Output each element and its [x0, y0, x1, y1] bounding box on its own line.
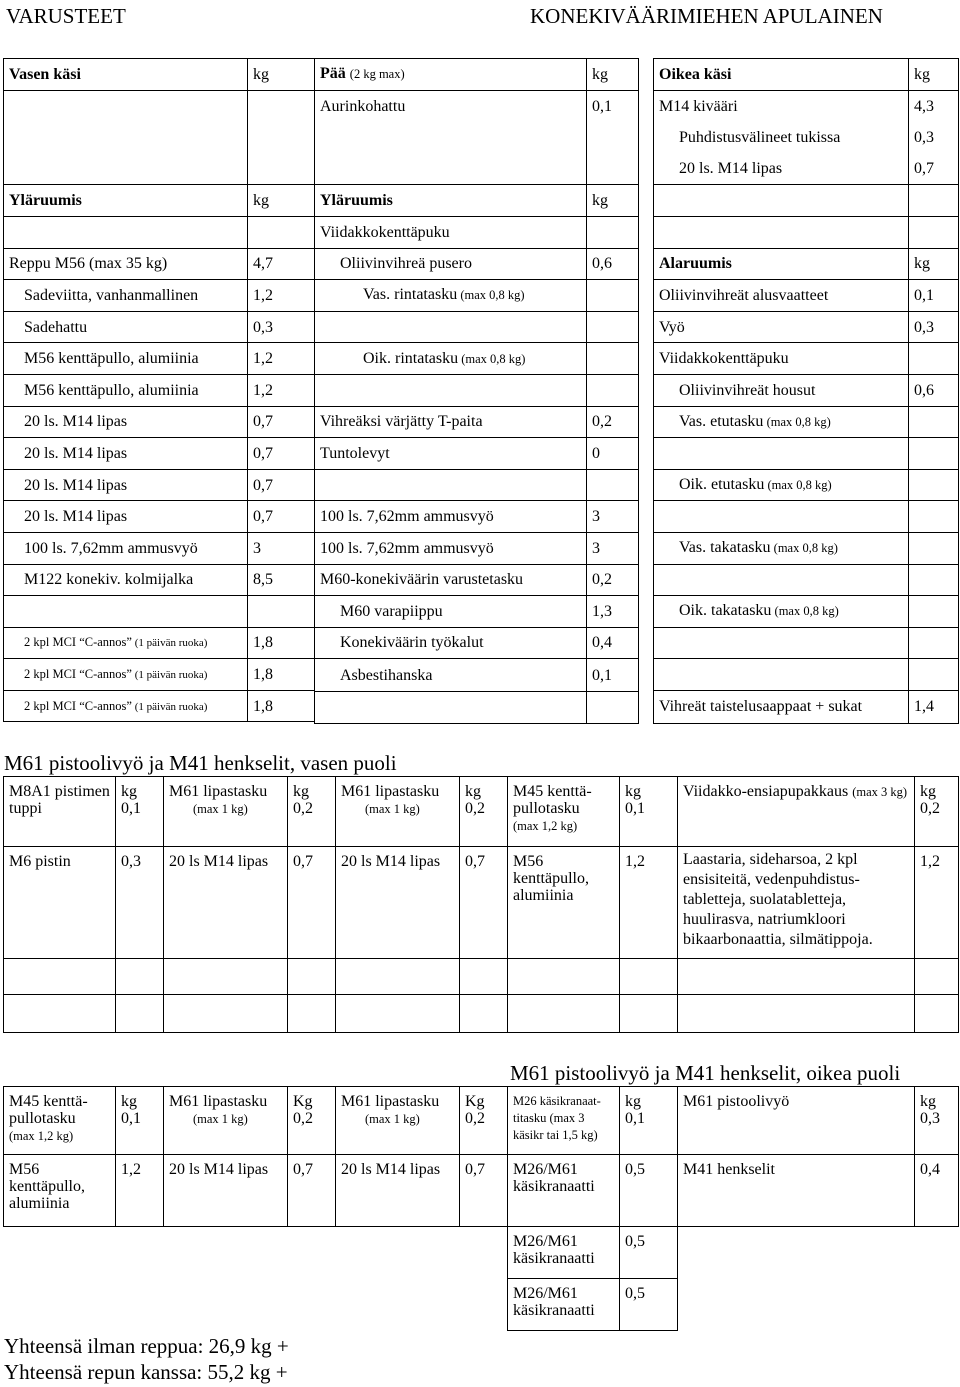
item-kg: 0,4: [587, 627, 639, 659]
item-kg: 8,5: [248, 564, 315, 596]
magazine-pouch-label: M61 lipastasku: [169, 1093, 268, 1110]
item-label: Oik. takatasku (max 0,8 kg): [654, 596, 909, 628]
item-kg: 1,8: [248, 690, 315, 722]
item-label: Reppu M56 (max 35 kg): [4, 248, 248, 280]
item-label: [315, 692, 587, 724]
section-heading: Vasen käsi: [4, 59, 248, 91]
kg-value: kg 0,1: [620, 777, 678, 847]
item-kg: 0,2: [587, 564, 639, 596]
item-kg: 4,7: [248, 248, 315, 280]
item-kg: 0,3: [909, 122, 959, 154]
item-label: [315, 374, 587, 406]
item-label: M122 konekiv. kolmijalka: [4, 564, 248, 596]
item-kg: 0,7: [248, 438, 315, 470]
item-label: Vihreät taistelusaappaat + sukat: [654, 690, 909, 723]
bayonet-scabbard-label: M8A1 pistimen tuppi: [4, 777, 116, 847]
item-label: 20 ls. M14 lipas: [4, 406, 248, 438]
magazine-pouch-label: M61 lipastasku: [341, 1093, 440, 1110]
magazine-label: 20 ls M14 lipas: [164, 847, 288, 959]
section-left-title: M61 pistoolivyö ja M41 henkselit, vasen puoli: [4, 751, 397, 775]
magazine-pouch-label: M61 lipastasku: [341, 783, 440, 800]
item-kg: 0,6: [909, 374, 959, 406]
item-kg: kg: [909, 248, 959, 280]
item-kg: 3: [248, 532, 315, 564]
page-title-right: KONEKIVÄÄRIMIEHEN APULAINEN: [530, 4, 883, 28]
item-label: 100 ls. 7,62mm ammusvyö: [4, 532, 248, 564]
item-label: M60-konekiväärin varustetasku: [315, 564, 587, 596]
item-kg: 0,2: [587, 406, 639, 438]
item-label: Viidakkokenttäpuku: [654, 343, 909, 375]
first-aid-contents: Laastaria, sideharsoa, 2 kpl ensisiteitä, vedenpuhdistus-tabletteja, suolatabletteja, huulirasva, natriumkloori bikaarbonaattia, silmätippoja.: [678, 847, 915, 959]
grenade-label: M26/M61 käsikranaatti: [508, 1155, 620, 1227]
item-label: [4, 153, 248, 185]
item-kg: [909, 532, 959, 564]
item-kg: [909, 501, 959, 533]
item-label: M14 kivääri: [654, 90, 909, 122]
item-kg: 0,1: [587, 90, 639, 122]
item-kg: 1,4: [909, 690, 959, 723]
suspenders-label: M41 henkselit: [678, 1155, 915, 1227]
item-label: Viidakkokenttäpuku: [315, 216, 587, 248]
canteen-pouch-label: M45 kenttä-pullotasku: [513, 783, 592, 817]
section-right-title: M61 pistoolivyö ja M41 henkselit, oikea puoli: [510, 1061, 901, 1085]
section-heading: Yläruumis: [4, 185, 248, 217]
item-label: 20 ls. M14 lipas: [4, 501, 248, 533]
item-kg: [909, 564, 959, 596]
item-label: M56 kenttäpullo, alumiinia: [4, 374, 248, 406]
item-label: [654, 564, 909, 596]
item-kg: [248, 90, 315, 122]
kg-value: Kg 0,2: [460, 1087, 508, 1155]
item-kg: 1,2: [248, 374, 315, 406]
item-kg: kg: [909, 59, 959, 91]
canteen-label: M56 kenttäpullo, alumiinia: [4, 1155, 116, 1227]
kg-value: kg 0,1: [116, 777, 164, 847]
item-label: M56 kenttäpullo, alumiinia: [4, 343, 248, 375]
item-kg: [248, 596, 315, 628]
item-kg: 1,3: [587, 596, 639, 628]
grenade-label: M26/M61 käsikranaatti: [508, 1227, 620, 1279]
item-kg: [909, 659, 959, 691]
item-kg: [909, 596, 959, 628]
item-kg: 1,8: [248, 659, 315, 691]
item-label: [315, 311, 587, 343]
first-aid-label: Viidakko-ensiapupakkaus: [683, 783, 849, 800]
canteen-pouch-label: M45 kenttä-pullotasku: [9, 1093, 88, 1127]
total-with-pack: Yhteensä repun kanssa: 55,2 kg +: [4, 1360, 288, 1384]
item-kg: 0,7: [248, 469, 315, 501]
page-title-left: VARUSTEET: [6, 4, 126, 28]
item-label: [4, 90, 248, 122]
item-kg: 3: [587, 501, 639, 533]
item-label: Aurinkohattu: [315, 90, 587, 122]
item-label: [654, 627, 909, 659]
item-kg: kg: [248, 59, 315, 91]
item-kg: kg: [587, 185, 639, 217]
item-label: [315, 153, 587, 185]
section-heading: Oikea käsi: [654, 59, 909, 91]
item-label: 100 ls. 7,62mm ammusvyö: [315, 532, 587, 564]
item-kg: [587, 374, 639, 406]
section-heading: Alaruumis: [654, 248, 909, 280]
section-heading: Yläruumis: [315, 185, 587, 217]
item-label: Oliivinvihreä pusero: [315, 248, 587, 280]
magazine-label: 20 ls M14 lipas: [336, 1155, 460, 1227]
item-kg: 3: [587, 532, 639, 564]
item-label: Konekiväärin työkalut: [315, 627, 587, 659]
head-body-table: [314, 58, 639, 724]
item-kg: kg: [248, 185, 315, 217]
item-kg: 0,6: [587, 248, 639, 280]
item-kg: [909, 185, 959, 217]
item-label: 100 ls. 7,62mm ammusvyö: [315, 501, 587, 533]
item-label: Oliivinvihreät alusvaatteet: [654, 280, 909, 312]
ration-label: 2 kpl MCI “C-annos” (1 päivän ruoka): [4, 627, 248, 659]
item-kg: 0,3: [248, 311, 315, 343]
kg-value: kg 0,2: [288, 777, 336, 847]
magazine-pouch-label: M61 lipastasku: [169, 783, 268, 800]
kg-value: Kg 0,2: [288, 1087, 336, 1155]
belt-left-table: M8A1 pistimen tuppi kg 0,1 M61 lipastasku (max 1 kg) kg 0,2 M61 lipastasku (max 1 kg) kg 0,2 M45 kenttä-pullotasku (max 1,2 kg) kg 0,1 Viidakko-ensiapupakkaus (max 3 kg) kg 0,2 M6 pistin 0,3 20 ls M14 lipas 0,7 20 ls M14 lipas 0,7 M56 kenttäpullo, alumiinia 1,2 Laastaria, sideharsoa, 2 kpl ensisiteitä, vedenpuhdistus-tabletteja, suolatabletteja, huulirasva, natriumkloori bikaarbonaattia, silmätippoja. 1,2: [3, 776, 959, 1033]
ration-label: 2 kpl MCI “C-annos” (1 päivän ruoka): [4, 659, 248, 691]
item-kg: [909, 627, 959, 659]
item-kg: 1,2: [248, 343, 315, 375]
item-label: [4, 596, 248, 628]
item-label: Oik. etutasku (max 0,8 kg): [654, 469, 909, 501]
item-label: Sadeviitta, vanhanmallinen: [4, 280, 248, 312]
item-label: Vyö: [654, 311, 909, 343]
left-hand-table: [3, 58, 315, 722]
item-kg: [587, 153, 639, 185]
canteen-label: M56 kenttäpullo, alumiinia: [508, 847, 620, 959]
item-kg: 0,1: [909, 280, 959, 312]
item-kg: [248, 153, 315, 185]
item-kg: [587, 280, 639, 312]
grenade-label: M26/M61 käsikranaatti: [508, 1279, 620, 1331]
item-label: Puhdistusvälineet tukissa: [654, 122, 909, 154]
item-kg: [248, 216, 315, 248]
item-label: Sadehattu: [4, 311, 248, 343]
item-kg: [909, 469, 959, 501]
right-hand-table: [653, 58, 959, 724]
item-kg: [909, 406, 959, 438]
item-label: [4, 216, 248, 248]
item-label: Vas. rintatasku (max 0,8 kg): [315, 280, 587, 312]
item-label: Vihreäksi värjätty T-paita: [315, 406, 587, 438]
item-label: Asbestihanska: [315, 659, 587, 692]
item-label: [654, 216, 909, 248]
kg-value: kg 0,1: [116, 1087, 164, 1155]
item-label: [654, 185, 909, 217]
grenade-pouch-label: M26 käsikranaat-titasku (max 3 käsikr tai 1,5 kg): [508, 1087, 620, 1155]
item-label: [654, 501, 909, 533]
item-kg: [587, 311, 639, 343]
magazine-label: 20 ls M14 lipas: [164, 1155, 288, 1227]
item-label: 20 ls. M14 lipas: [4, 469, 248, 501]
item-kg: [587, 469, 639, 501]
item-kg: 4,3: [909, 90, 959, 122]
item-label: Oliivinvihreät housut: [654, 374, 909, 406]
item-kg: 0: [587, 438, 639, 470]
item-kg: kg: [587, 59, 639, 91]
item-kg: [909, 343, 959, 375]
section-heading: Pää (2 kg max): [315, 59, 587, 91]
item-kg: 0,7: [909, 153, 959, 185]
magazine-label: 20 ls M14 lipas: [336, 847, 460, 959]
item-label: Vas. etutasku (max 0,8 kg): [654, 406, 909, 438]
item-label: [315, 469, 587, 501]
item-label: Tuntolevyt: [315, 438, 587, 470]
item-label: [654, 659, 909, 691]
item-label: 20 ls. M14 lipas: [654, 153, 909, 185]
kg-value: kg 0,2: [915, 777, 959, 847]
item-kg: [587, 216, 639, 248]
item-kg: 1,8: [248, 627, 315, 659]
item-label: [315, 122, 587, 154]
item-kg: [587, 343, 639, 375]
ration-label: 2 kpl MCI “C-annos” (1 päivän ruoka): [4, 690, 248, 722]
item-label: Vas. takatasku (max 0,8 kg): [654, 532, 909, 564]
kg-value: kg 0,1: [620, 1087, 678, 1155]
item-kg: [587, 692, 639, 724]
item-label: M60 varapiippu: [315, 596, 587, 628]
item-label: [4, 122, 248, 154]
item-kg: 0,1: [587, 659, 639, 692]
total-without-pack: Yhteensä ilman reppua: 26,9 kg +: [4, 1334, 289, 1358]
item-kg: 0,3: [909, 311, 959, 343]
item-kg: [587, 122, 639, 154]
item-label: [654, 438, 909, 470]
item-kg: 0,7: [248, 406, 315, 438]
item-kg: [909, 216, 959, 248]
item-label: 20 ls. M14 lipas: [4, 438, 248, 470]
item-kg: 0,7: [248, 501, 315, 533]
item-kg: [248, 122, 315, 154]
item-kg: 1,2: [248, 280, 315, 312]
belt-right-table: M45 kenttä-pullotasku (max 1,2 kg) kg 0,1 M61 lipastasku (max 1 kg) Kg 0,2 M61 lipastasku (max 1 kg) Kg 0,2 M26 käsikranaat-titasku (max 3 käsikr tai 1,5 kg) kg 0,1 M61 pistoolivyö kg 0,3 M56 kenttäpullo, alumiinia 1,2 20 ls M14 lipas 0,7 20 ls M14 lipas 0,7 M26/M61 käsikranaatti 0,5 M41 henkselit 0,4 M26/M61 käsikranaatti 0,5 M26/M61 käsikranaatti 0,5: [3, 1086, 959, 1331]
item-label: Oik. rintatasku (max 0,8 kg): [315, 343, 587, 375]
kg-value: kg 0,2: [460, 777, 508, 847]
kg-value: kg 0,3: [915, 1087, 959, 1155]
pistol-belt-label: M61 pistoolivyö: [678, 1087, 915, 1155]
bayonet-label: M6 pistin: [4, 847, 116, 959]
item-kg: [909, 438, 959, 470]
